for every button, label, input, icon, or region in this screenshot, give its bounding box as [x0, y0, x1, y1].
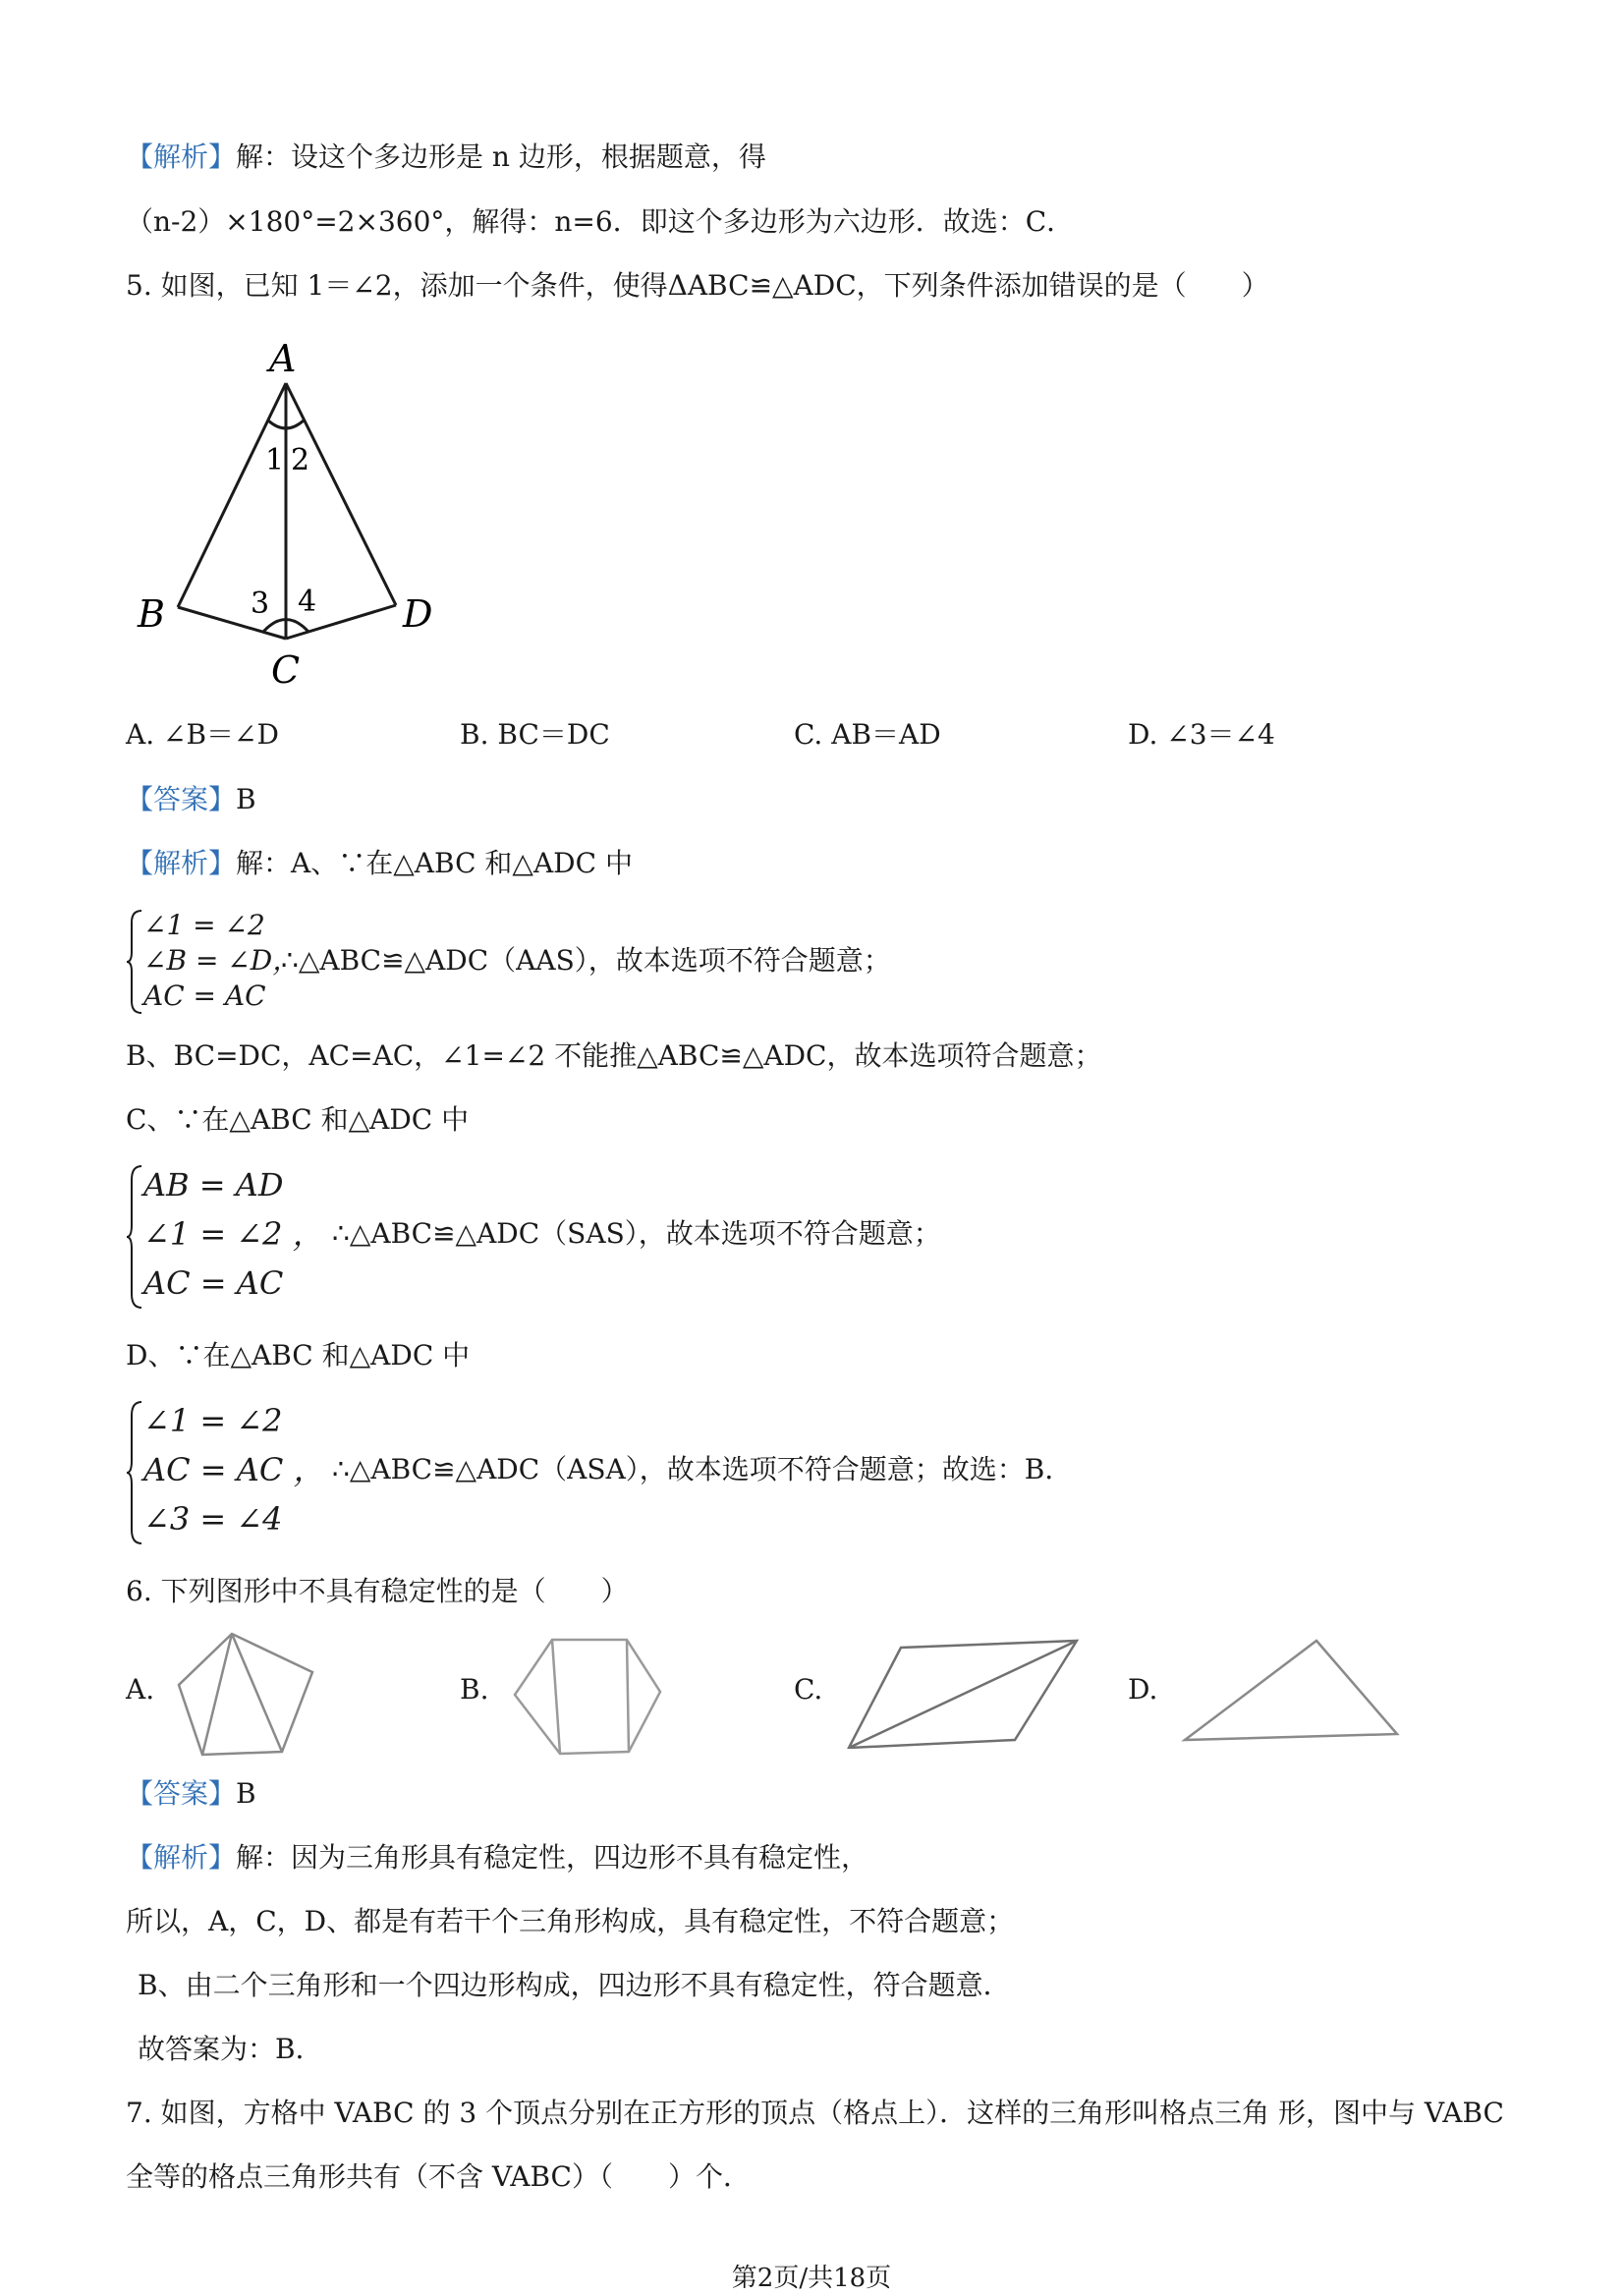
left-brace-icon: [126, 909, 143, 1015]
q4-analysis-line1: 【解析】解：设这个多边形是 n 边形，根据题意，得: [126, 140, 766, 173]
page-footer: 第2页/共18页: [731, 2264, 892, 2293]
q6-option-c-label: C.: [794, 1673, 823, 1706]
angle-1-label: 1: [265, 443, 285, 477]
left-brace-icon: [126, 1400, 143, 1545]
analysis-tag: 【解析】: [126, 847, 237, 879]
q5-answer: 【答案】B: [126, 783, 256, 815]
q5-analysis-c: C、∵在△ABC 和△ADC 中: [126, 1103, 470, 1136]
q5-system-c: [126, 1164, 1010, 1312]
system-a-row1: ∠1 = ∠2: [143, 909, 265, 941]
q6-option-d-triangle: [1179, 1636, 1405, 1744]
q5-system-a: [126, 909, 1010, 1017]
q6-option-c-parallelogram: [845, 1636, 1081, 1749]
analysis-tag: 【解析】: [126, 1841, 237, 1874]
q6-option-a-pentagon: [167, 1626, 324, 1764]
left-brace-icon: [126, 1164, 143, 1310]
q5-option-c: C. AB＝AD: [794, 718, 941, 751]
q6-analysis-line3: B、由二个三角形和一个四边形构成，四边形不具有稳定性，符合题意．: [138, 1969, 1011, 2001]
q5-analysis-d: D、∵在△ABC 和△ADC 中: [126, 1339, 471, 1372]
answer-tag: 【答案】: [126, 1777, 237, 1810]
system-d-row2: AC = AC ，: [143, 1451, 325, 1488]
system-c-row3: AC = AC: [143, 1264, 284, 1302]
angle-3-label: 3: [251, 587, 270, 621]
q5-system-d: [126, 1400, 1206, 1547]
system-c-row2: ∠1 = ∠2 ，: [143, 1215, 324, 1253]
answer-tag: 【答案】: [126, 783, 237, 815]
system-c-row1: AB = AD: [143, 1166, 284, 1204]
angle-4-label: 4: [298, 585, 317, 619]
edge-AD: [286, 383, 396, 605]
q5-option-d: D. ∠3＝∠4: [1128, 718, 1275, 751]
q6-answer: 【答案】B: [126, 1777, 256, 1810]
q7-stem-line2: 全等的格点三角形共有（不含 VABC）（ ）个．: [126, 2160, 751, 2193]
q5-analysis-intro: 【解析】解：A、∵在△ABC 和△ADC 中: [126, 847, 633, 879]
angle-2-label: 2: [291, 443, 310, 477]
system-a-conclusion: ∴△ABC≌△ADC（AAS），故本选项不符合题意；: [281, 944, 891, 977]
q5-kite-figure: [126, 334, 460, 698]
vertex-C-label: C: [271, 648, 301, 692]
q5-option-a: A. ∠B＝∠D: [126, 718, 279, 751]
system-a-row3: AC = AC: [143, 980, 266, 1012]
system-d-row1: ∠1 = ∠2: [143, 1402, 283, 1439]
q6-analysis-line2: 所以，A，C，D、都是有若干个三角形构成，具有稳定性，不符合题意；: [126, 1905, 1015, 1937]
edge-BC: [178, 607, 286, 639]
q6-analysis-line4: 故答案为：B．: [138, 2033, 323, 2065]
q5-option-b: B. BC＝DC: [460, 718, 610, 751]
vertex-D-label: D: [403, 592, 433, 636]
q6-option-b-hexagon: [511, 1636, 668, 1764]
vertex-B-label: B: [138, 592, 165, 636]
q5-stem: 5. 如图，已知 1＝∠2，添加一个条件，使得ΔABC≌△ADC，下列条件添加错误的是（ ）: [126, 269, 1269, 302]
edge-AB: [178, 383, 286, 607]
system-d-conclusion: ∴△ABC≌△ADC（ASA），故本选项不符合题意；故选：B．: [332, 1453, 1073, 1485]
q6-stem: 6. 下列图形中不具有稳定性的是（ ）: [126, 1575, 629, 1607]
q6-analysis-line1: 【解析】解：因为三角形具有稳定性，四边形不具有稳定性，: [126, 1841, 869, 1874]
q5-analysis-b: B、BC=DC，AC=AC，∠1=∠2 不能推△ABC≌△ADC，故本选项符合题意；: [126, 1039, 1102, 1072]
vertex-A-label: A: [269, 337, 297, 380]
analysis-tag: 【解析】: [126, 140, 237, 173]
q6-option-b-label: B.: [460, 1673, 489, 1706]
system-d-row3: ∠3 = ∠4: [143, 1500, 283, 1538]
system-a-row2: ∠B = ∠D，: [143, 944, 301, 977]
q6-option-a-label: A.: [126, 1673, 155, 1706]
q4-analysis-line2: （n-2）×180°=2×360°，解得：n=6．即这个多边形为六边形．故选：C．: [126, 205, 1075, 238]
q6-option-d-label: D.: [1128, 1673, 1158, 1706]
system-c-conclusion: ∴△ABC≌△ADC（SAS），故本选项不符合题意；: [332, 1217, 941, 1250]
q7-stem-line1: 7. 如图，方格中 VABC 的 3 个顶点分别在正方形的顶点（格点上）．这样的三角形叫格点三角 形，图中与 VABC: [126, 2097, 1504, 2129]
